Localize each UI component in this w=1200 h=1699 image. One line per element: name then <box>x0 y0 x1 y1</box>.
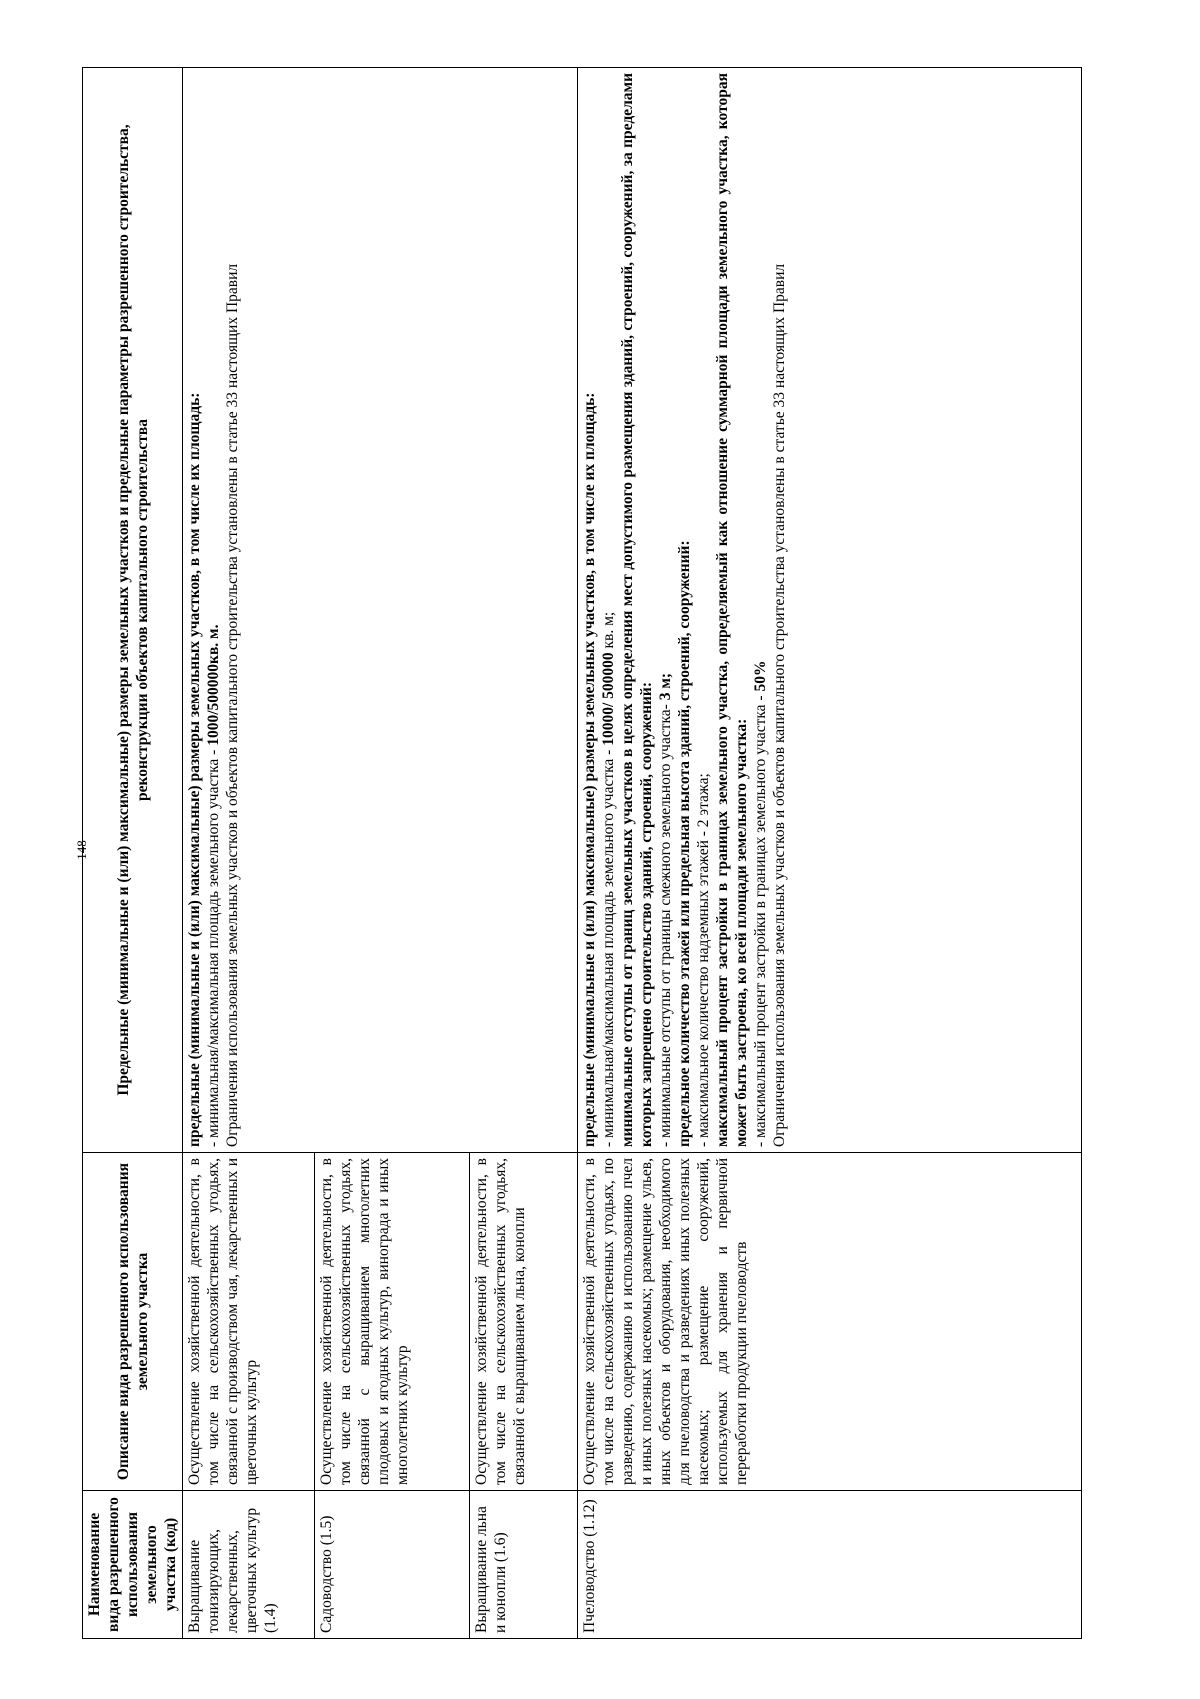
row-description: Осуществление хозяйственной деятельности, в том числе на сельскохозяйственных угодьях, по разведению, содержанию и использованию пчел и иных полезных насекомых; размещение ульев, иных объектов и оборудования, необходимого для пчеловодства и разведениях иных полезных насекомых; размещение сооружений, используемых для хранения и первичной переработки продукции пчеловодств <box>578 1153 1082 1491</box>
row-description: Осуществление хозяйственной деятельности, в том числе на сельскохозяйственных угодьях, связанной с выращиванием льна, конопли <box>470 1153 578 1491</box>
row-name: Выращивание тонизирующих, лекарственных, цветочных культур (1.4) <box>183 1491 315 1639</box>
params-heading: предельные (минимальные и (или) максимальные) размеры земельных участков, в том числе их площадь: <box>581 392 598 1147</box>
row-name: Выращивание льна и конопли (1.6) <box>470 1491 578 1639</box>
page-number: 148 <box>74 840 89 860</box>
params-setbacks-value: 3 м; <box>657 672 674 701</box>
params-area-unit: кв. м; <box>600 611 617 653</box>
row-description: Осуществление хозяйственной деятельности, в том числе на сельскохозяйственных угодьях, связанной с производством чая, лекарственных и цветочных культур <box>183 1153 315 1491</box>
table-row <box>578 68 1082 1639</box>
header-name: Наименование вида разрешенного использования земельного участка (код) <box>83 1491 183 1639</box>
params-coverage-heading: максимальный процент застройки в границах земельного участка, определяемый как отношение суммарной площади земельного участка, которая может быть застроена, ко всей площади земельного участка: <box>714 73 750 1147</box>
header-description: Описание вида разрешенного использования земельного участка <box>83 1153 183 1491</box>
params-area <box>599 73 618 1147</box>
row-name: Садоводство (1.5) <box>315 1491 470 1639</box>
params-area-value: 1000/500000кв. м. <box>205 624 222 746</box>
table-header-row <box>83 68 183 1639</box>
params-heading: предельные (минимальные и (или) максимальные) размеры земельных участков, в том числе их площадь: <box>186 392 203 1147</box>
params-floors-heading: предельное количество этажей или предельная высота зданий, строений, сооружений: <box>676 540 693 1147</box>
params-setbacks <box>656 73 675 1147</box>
params-area-value: 10000/ 500000 <box>600 652 617 746</box>
params-area-text: - минимальная/максимальная площадь земельного участка - <box>600 745 617 1147</box>
params-area-text: - минимальная/максимальная площадь земельного участка - <box>205 745 222 1147</box>
params-coverage <box>751 73 770 1147</box>
params-coverage-value: 50% <box>752 660 769 692</box>
table-row <box>183 68 315 1639</box>
params-setbacks-text: - минимальные отступы от границы смежного земельного участка- <box>657 700 674 1147</box>
rotated-table-page <box>74 68 1082 1639</box>
params-cell-group2 <box>578 68 1082 1153</box>
params-restrictions: Ограничения использования земельных участков и объектов капитального строительства установлены в статье 33 настоящих Правил <box>771 263 788 1147</box>
params-restrictions: Ограничения использования земельных участков и объектов капитального строительства установлены в статье 33 настоящих Правил <box>224 263 241 1147</box>
header-parameters: Предельные (минимальные и (или) максимальные) размеры земельных участков и предельные параметры разрешенного строительства, реконструкции объектов капитального строительства <box>83 68 183 1153</box>
params-coverage-text: - максимальный процент застройки в границах земельного участка - <box>752 691 769 1147</box>
params-cell-group1 <box>183 68 578 1153</box>
params-floors: - максимальное количество надземных этажей - 2 этажа; <box>695 773 712 1147</box>
row-description: Осуществление хозяйственной деятельности, в том числе на сельскохозяйственных угодьях, связанной с выращиванием многолетних плодовых и ягодных культур, винограда и иных многолетних культур <box>315 1153 470 1491</box>
params-area <box>204 73 223 1147</box>
row-name: Пчеловодство (1.12) <box>578 1491 1082 1639</box>
land-use-table <box>82 67 1082 1639</box>
params-setbacks-heading: минимальные отступы от границ земельных участков в целях определения мест допустимого размещения зданий, строений, сооружений, за пределами которых запрещено строительство зданий, строений, сооружений: <box>619 73 655 1147</box>
